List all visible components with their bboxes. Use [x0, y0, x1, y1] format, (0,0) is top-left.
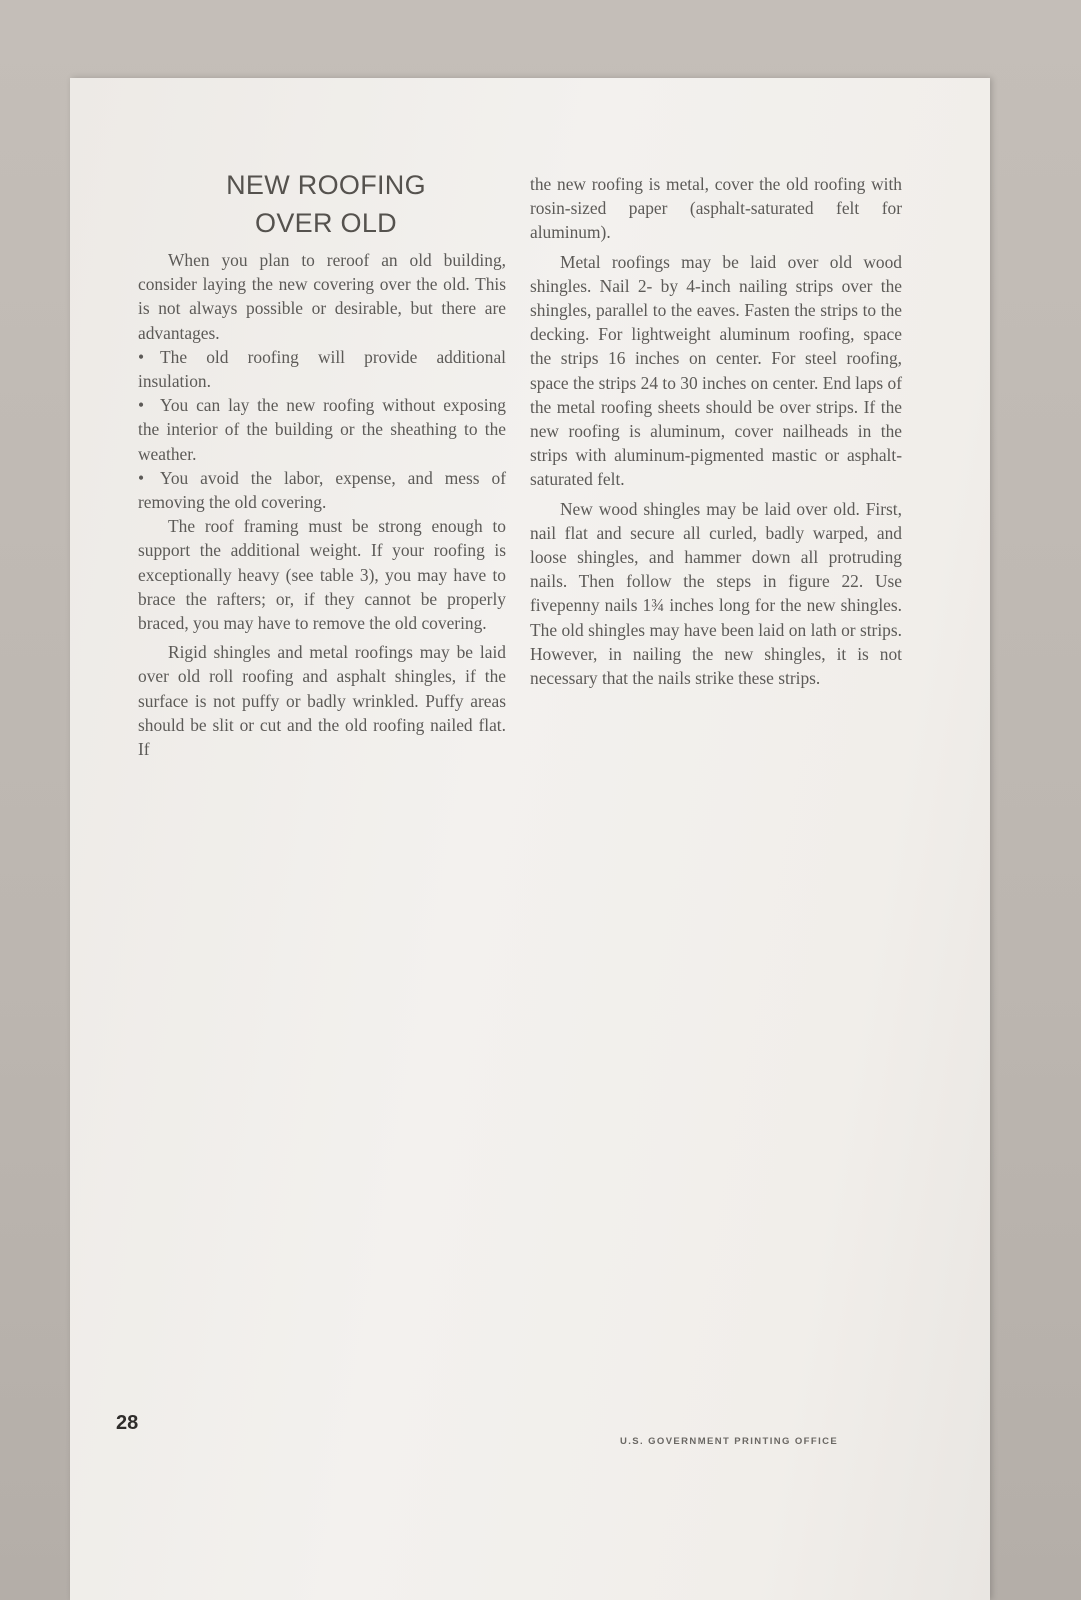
rigid-shingles-paragraph: Rigid shingles and metal roofings may be laid over old roll roofing and asphalt shingles, if the surface is not puffy or badly wrinkled. Puffy areas should be slit or cut and the old roofing nailed flat. If — [138, 642, 506, 760]
bullet-icon: • — [138, 346, 145, 367]
continued-paragraph: the new roofing is metal, cover the old roofing with rosin-sized paper (asphalt-saturated felt for aluminum). — [530, 174, 902, 243]
bullet-text: You can lay the new roofing without exposing the interior of the building or the sheathing to the weather. — [138, 395, 506, 464]
wood-shingles-paragraph: New wood shingles may be laid over old. First, nail flat and secure all curled, badly warped, and loose shingles, and hammer down all protruding nails. Then follow the steps in figure 22. Use fivepenny nails 1¾ inches long for the new shingles. The old shingles may have been laid on lath or strips. However, in nailing the new shingles, it is not necessary that the nails strike these strips. — [530, 498, 902, 689]
bullet-text: You avoid the labor, expense, and mess of removing the old covering. — [138, 467, 506, 513]
article-title — [136, 166, 516, 242]
bullet-item — [138, 345, 506, 393]
title-line-1: NEW ROOFING — [226, 170, 426, 200]
metal-roofing-paragraph: Metal roofings may be laid over old wood shingles. Nail 2- by 4-inch nailing strips over the shingles, parallel to the eaves. Fasten the strips to the decking. For lightweight aluminum roofing, space the strips 16 inches on center. For steel roofing, space the strips 24 to 30 inches on center. End laps of the metal roofing sheets should be over strips. If the new roofing is aluminum, cover nailheads in the strips with aluminum-pigmented mastic or asphalt-saturated felt. — [530, 251, 902, 490]
left-column — [138, 248, 506, 761]
intro-paragraph: When you plan to reroof an old building, consider laying the new covering over the old. This is not always possible or desirable, but there are advantages. — [138, 250, 506, 343]
page-number: 28 — [116, 1412, 139, 1434]
bullet-item — [138, 466, 506, 514]
framing-paragraph: The roof framing must be strong enough to support the additional weight. If your roofing is exceptionally heavy (see table 3), you may have to brace the rafters; or, if they cannot be properly braced, you may have to remove the old covering. — [138, 516, 506, 634]
right-column — [530, 172, 902, 690]
printer-imprint: U.S. GOVERNMENT PRINTING OFFICE — [620, 1436, 839, 1447]
bullet-item — [138, 393, 506, 466]
bullet-icon: • — [138, 467, 145, 488]
bullet-text: The old roofing will provide additional insulation. — [138, 346, 506, 392]
bullet-icon: • — [138, 395, 145, 416]
title-line-2: OVER OLD — [255, 208, 397, 238]
